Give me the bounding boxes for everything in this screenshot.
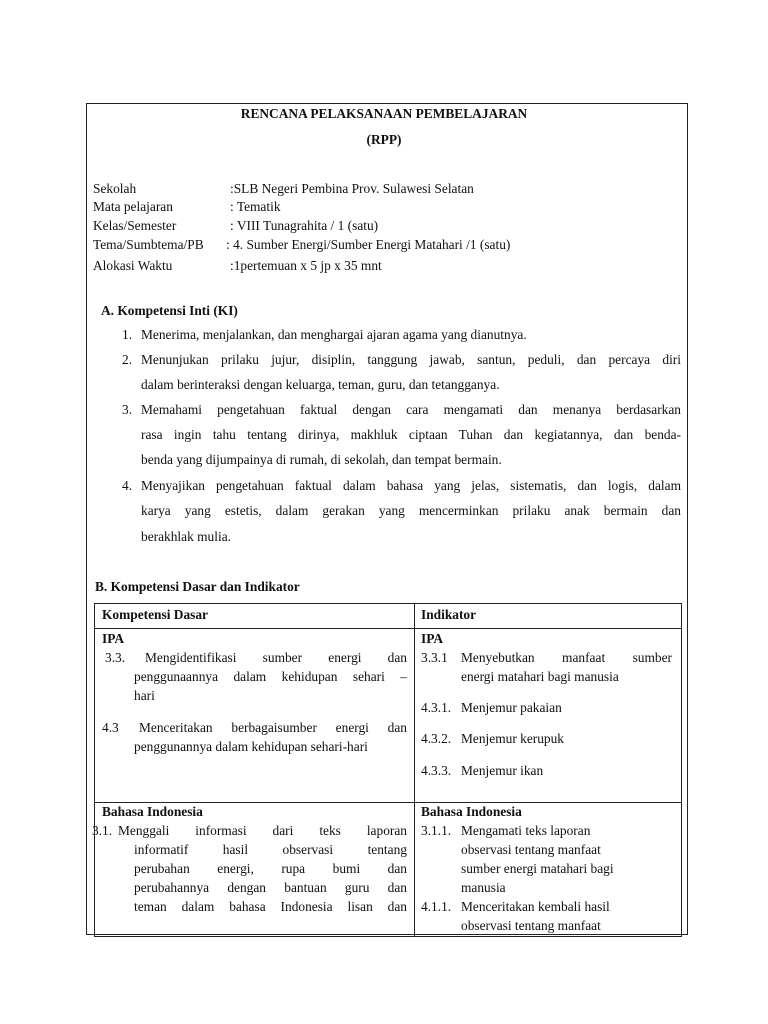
- indicator-number: 3.3.1: [421, 650, 448, 665]
- indicator-text-line: Menjemur pakaian: [461, 700, 562, 715]
- kd-text-line: penggunannya dalam kehidupan sehari-hari: [134, 739, 368, 754]
- kd-text-line: perubahan energi, rupa bumi dan: [134, 861, 407, 876]
- table-row: [95, 629, 682, 803]
- kd-text-line: penggunaannya dalam kehidupan sehari –: [134, 669, 407, 684]
- kd-text-line: Menceritakan berbagaisumber energi dan: [139, 720, 407, 735]
- ki-item-number: 1.: [122, 327, 133, 342]
- ki-item-line: karya yang estetis, dalam gerakan yang mencerminkan prilaku anak bermain dan: [141, 503, 681, 518]
- identity-label: Alokasi Waktu: [93, 258, 173, 273]
- table-cell: [415, 803, 682, 937]
- indicator-text-line: observasi tentang manfaat: [461, 842, 601, 857]
- indicator-number: 3.1.1.: [421, 823, 452, 838]
- ki-item-number: 4.: [122, 478, 133, 493]
- indicator-text-line: Menyebutkan manfaat sumber: [461, 650, 672, 665]
- subject-label: IPA: [421, 631, 444, 646]
- kd-text-line: teman dalam bahasa Indonesia lisan dan: [134, 899, 407, 914]
- ki-item-line: Menunjukan prilaku jujur, disiplin, tanggung jawab, santun, peduli, dan percaya diri: [141, 352, 681, 367]
- document-title: RENCANA PELAKSANAAN PEMBELAJARAN: [240, 106, 528, 121]
- kd-number: 3.1.: [92, 823, 113, 838]
- identity-value: : Tematik: [230, 199, 281, 214]
- kd-number: 3.3.: [105, 650, 126, 665]
- table-header-cell: [95, 604, 415, 629]
- kd-text-line: hari: [134, 688, 155, 703]
- indicator-number: 4.3.1.: [421, 700, 452, 715]
- table-cell: [92, 803, 415, 937]
- ki-item-line: Memahami pengetahuan faktual dengan cara mengamati dan menanya berdasarkan: [141, 402, 681, 417]
- indicator-text-line: Mengamati teks laporan: [461, 823, 591, 838]
- indicator-number: 4.3.2.: [421, 731, 452, 746]
- identity-label: Sekolah: [93, 181, 137, 196]
- kd-text-line: perubahannya dengan bantuan guru dan: [134, 880, 407, 895]
- indicator-text-line: manusia: [461, 880, 506, 895]
- indicator-text-line: sumber energi matahari bagi: [461, 861, 614, 876]
- kd-number: 4.3: [102, 720, 119, 735]
- identity-label: Kelas/Semester: [93, 218, 177, 233]
- document-subtitle: (RPP): [366, 132, 402, 147]
- identity-label: Tema/Sumbtema/PB: [93, 237, 204, 252]
- kd-text-line: Menggali informasi dari teks laporan: [118, 823, 407, 838]
- identity-value: :SLB Negeri Pembina Prov. Sulawesi Selatan: [230, 181, 474, 196]
- indicator-text-line: Menceritakan kembali hasil: [461, 899, 610, 914]
- table-header-row: [95, 604, 682, 629]
- identity-label: Mata pelajaran: [93, 199, 173, 214]
- indicator-number: 4.1.1.: [421, 899, 452, 914]
- ki-heading: A. Kompetensi Inti (KI): [101, 303, 238, 318]
- ki-item-number: 3.: [122, 402, 133, 417]
- indicator-text-line: Menjemur kerupuk: [461, 731, 565, 746]
- indicator-text-line: Menjemur ikan: [461, 763, 544, 778]
- indicator-text-line: observasi tentang manfaat: [461, 918, 601, 933]
- ki-item-line: rasa ingin tahu tentang dirinya, makhluk ciptaan Tuhan dan kegiatannya, dan benda-: [141, 427, 681, 442]
- subject-label: Bahasa Indonesia: [102, 804, 203, 819]
- indicator-number: 4.3.3.: [421, 763, 452, 778]
- subject-label: Bahasa Indonesia: [421, 804, 522, 819]
- indicator-text-line: energi matahari bagi manusia: [461, 669, 619, 684]
- header-kompetensi-dasar: Kompetensi Dasar: [102, 607, 209, 622]
- ki-item-number: 2.: [122, 352, 133, 367]
- table-row: [95, 803, 682, 937]
- ki-item-line: Menyajikan pengetahuan faktual dalam bahasa yang jelas, sistematis, dan logis, dalam: [141, 478, 681, 493]
- table-header-cell: [415, 604, 682, 629]
- header-indikator: Indikator: [421, 607, 477, 622]
- identity-value: :1pertemuan x 5 jp x 35 mnt: [230, 258, 382, 273]
- kd-heading: B. Kompetensi Dasar dan Indikator: [95, 579, 300, 594]
- identity-value: : VIII Tunagrahita / 1 (satu): [230, 218, 379, 233]
- subject-label: IPA: [102, 631, 125, 646]
- table-cell: [415, 629, 682, 803]
- kd-text-line: Mengidentifikasi sumber energi dan: [145, 650, 407, 665]
- identity-value: : 4. Sumber Energi/Sumber Energi Matahari /1 (satu): [226, 237, 511, 252]
- ki-item-line: benda yang dijumpainya di rumah, di sekolah, dan tempat bermain.: [141, 452, 502, 467]
- table-cell: [95, 629, 415, 803]
- ki-item-line: dalam berinteraksi dengan keluarga, teman, guru, dan tetangganya.: [141, 377, 500, 392]
- kd-table: [94, 603, 682, 937]
- ki-item-line: berakhlak mulia.: [141, 529, 231, 544]
- kd-text-line: informatif hasil observasi tentang: [134, 842, 407, 857]
- ki-item-line: Menerima, menjalankan, dan menghargai ajaran agama yang dianutnya.: [141, 327, 527, 342]
